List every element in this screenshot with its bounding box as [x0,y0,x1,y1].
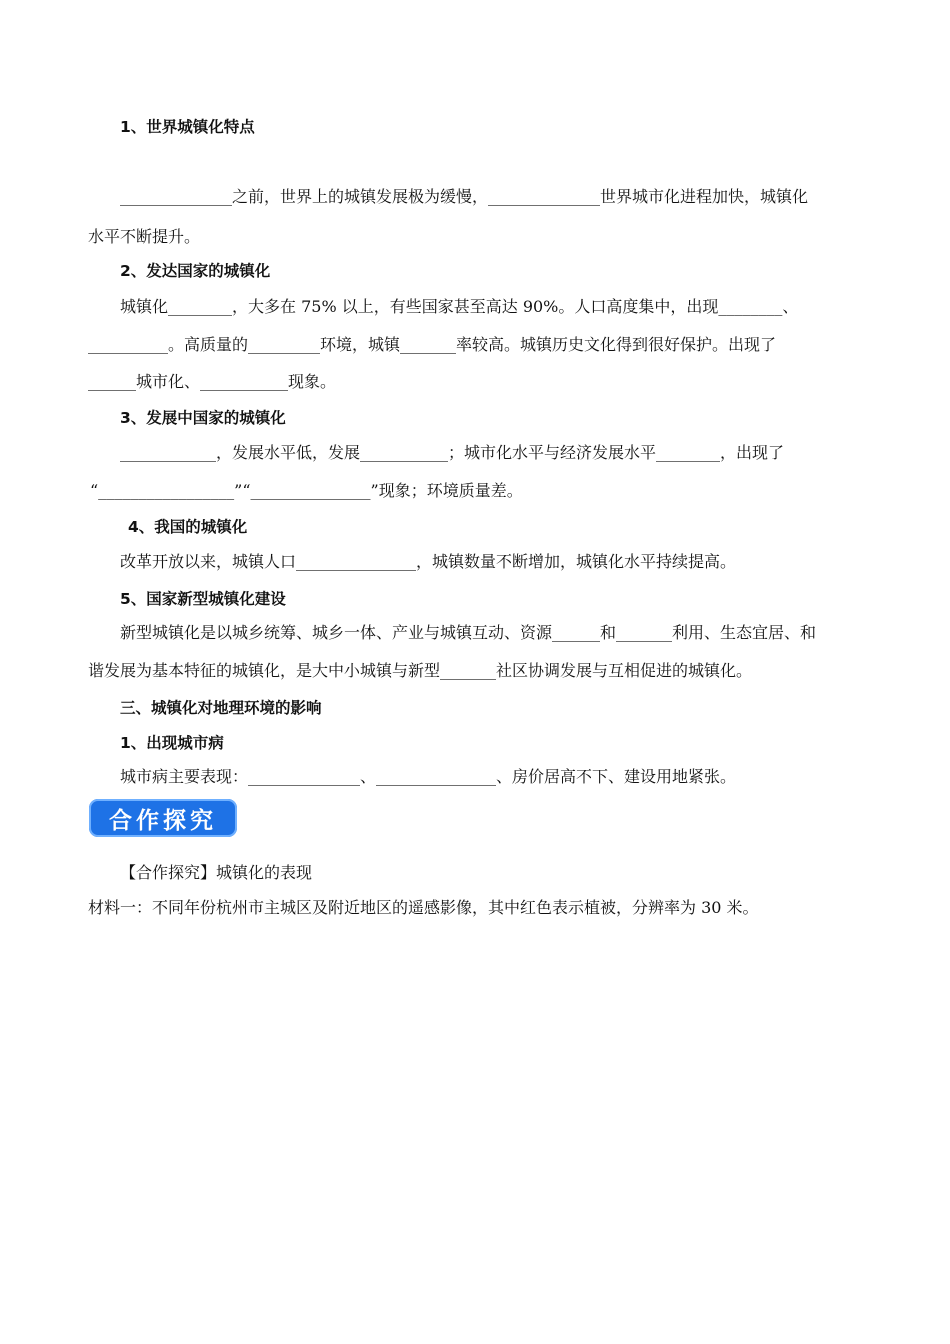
paragraph-line: 改革开放以来，城镇人口_______________，城镇数量不断增加，城镇化水平持续提高。 [120,552,737,571]
paragraph-line: 城市病主要表现：______________、_______________、房价居高不下、建设用地紧张。 [120,767,737,786]
paragraph-line: ______________之前，世界上的城镇发展极为缓慢，______________世界城市化进程加快，城镇化 [120,187,809,206]
cooperative-inquiry-badge [89,799,237,837]
heading-developed-countries: 2、发达国家的城镇化 [120,262,271,280]
heading-developing-countries: 3、发展中国家的城镇化 [120,409,286,427]
paragraph-line: 谐发展为基本特征的城镇化，是大中小城镇与新型_______社区协调发展与互相促进的城镇化。 [88,661,753,680]
paragraph-line: __________。高质量的_________环境，城镇_______率较高。城镇历史文化得到很好保护。出现了 [88,335,777,354]
paragraph-line: ______城市化、___________现象。 [88,372,337,391]
paragraph-line: 新型城镇化是以城乡统筹、城乡一体、产业与城镇互动、资源______和_______利用、生态宜居、和 [120,623,817,642]
paragraph-line: 城镇化________，大多在 75% 以上，有些国家甚至高达 90%。人口高度集中，出现________、 [120,297,799,316]
heading-urban-disease: 1、出现城市病 [120,734,224,752]
paragraph-line: “_________________”“_______________”现象；环境质量差。 [90,481,523,500]
heading-world-urbanization: 1、世界城镇化特点 [120,118,255,136]
heading-new-urbanization: 5、国家新型城镇化建设 [120,590,286,608]
inquiry-title: 【合作探究】城镇化的表现 [120,863,313,882]
badge-label: 合作探究 [109,807,217,834]
heading-china-urbanization: 4、我国的城镇化 [128,518,248,536]
paragraph-line: 水平不断提升。 [88,227,201,246]
heading-part-three: 三、城镇化对地理环境的影响 [120,699,322,717]
paragraph-line: ____________，发展水平低，发展___________；城市化水平与经济发展水平________，出现了 [120,443,785,462]
material-one-text: 材料一：不同年份杭州市主城区及附近地区的遥感影像，其中红色表示植被，分辨率为 30 米。 [88,898,759,917]
